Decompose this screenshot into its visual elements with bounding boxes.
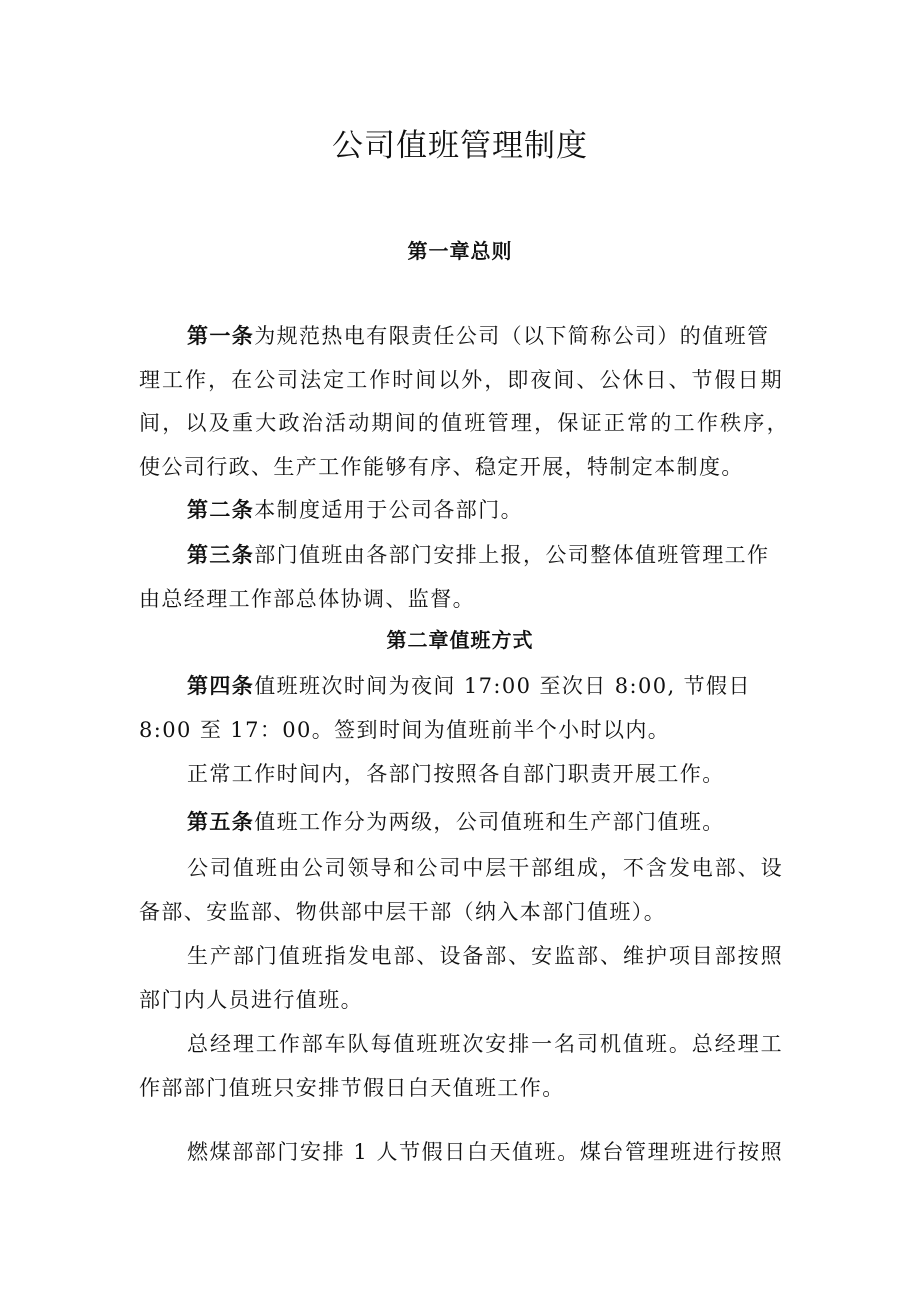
article-3-line-1 bbox=[187, 539, 783, 571]
article-3-line-2: 由总经理工作部总体协调、监督。 bbox=[139, 587, 475, 611]
article-4-line-1 bbox=[187, 670, 783, 702]
article-2-text: 本制度适用于公司各部门。 bbox=[254, 498, 524, 522]
article-1-label: 第一条 bbox=[187, 324, 255, 348]
article-5-line-1 bbox=[187, 806, 725, 838]
article-2-label: 第二条 bbox=[187, 498, 255, 522]
article-1-line-3: 间，以及重大政治活动期间的值班管理，保证正常的工作秩序， bbox=[139, 411, 789, 435]
article-4-text: 值班班次时间为夜间 17:00 至次日 8:00, 节假日 bbox=[254, 674, 751, 698]
production-duty-line-2: 部门内人员进行值班。 bbox=[139, 988, 363, 1012]
article-5-text: 值班工作分为两级，公司值班和生产部门值班。 bbox=[254, 810, 725, 834]
company-duty-line-1: 公司值班由公司领导和公司中层干部组成，不含发电部、设 bbox=[187, 856, 783, 880]
gm-department-line-2: 作部部门值班只安排节假日白天值班工作。 bbox=[139, 1076, 565, 1100]
article-5-label: 第五条 bbox=[187, 810, 255, 834]
production-duty-line-1: 生产部门值班指发电部、设备部、安监部、维护项目部按照 bbox=[187, 944, 783, 968]
article-1-line-4: 使公司行政、生产工作能够有序、稳定开展，特制定本制度。 bbox=[139, 455, 744, 479]
gm-department-line-1: 总经理工作部车队每值班班次安排一名司机值班。总经理工 bbox=[187, 1032, 783, 1056]
document-title: 公司值班管理制度 bbox=[332, 128, 588, 164]
article-4-line-2: 8:00 至 17：00。签到时间为值班前半个小时以内。 bbox=[139, 718, 671, 742]
chapter-1-heading: 第一章总则 bbox=[407, 239, 513, 263]
article-1-line-2: 理工作，在公司法定工作时间以外，即夜间、公休日、节假日期 bbox=[139, 368, 783, 392]
company-duty-line-2: 备部、安监部、物供部中层干部（纳入本部门值班）。 bbox=[139, 900, 667, 924]
article-1-line-1 bbox=[187, 320, 783, 352]
article-2-line-1 bbox=[187, 494, 523, 526]
article-3-text: 部门值班由各部门安排上报，公司整体值班管理工作 bbox=[254, 543, 770, 567]
normal-hours-paragraph: 正常工作时间内，各部门按照各自部门职责开展工作。 bbox=[187, 762, 725, 786]
article-1-text: 为规范热电有限责任公司（以下简称公司）的值班管 bbox=[254, 324, 770, 348]
article-4-label: 第四条 bbox=[187, 674, 255, 698]
article-3-label: 第三条 bbox=[187, 543, 255, 567]
coal-department-line-1: 燃煤部部门安排 1 人节假日白天值班。煤台管理班进行按照 bbox=[187, 1140, 783, 1164]
chapter-2-heading: 第二章值班方式 bbox=[386, 628, 534, 652]
